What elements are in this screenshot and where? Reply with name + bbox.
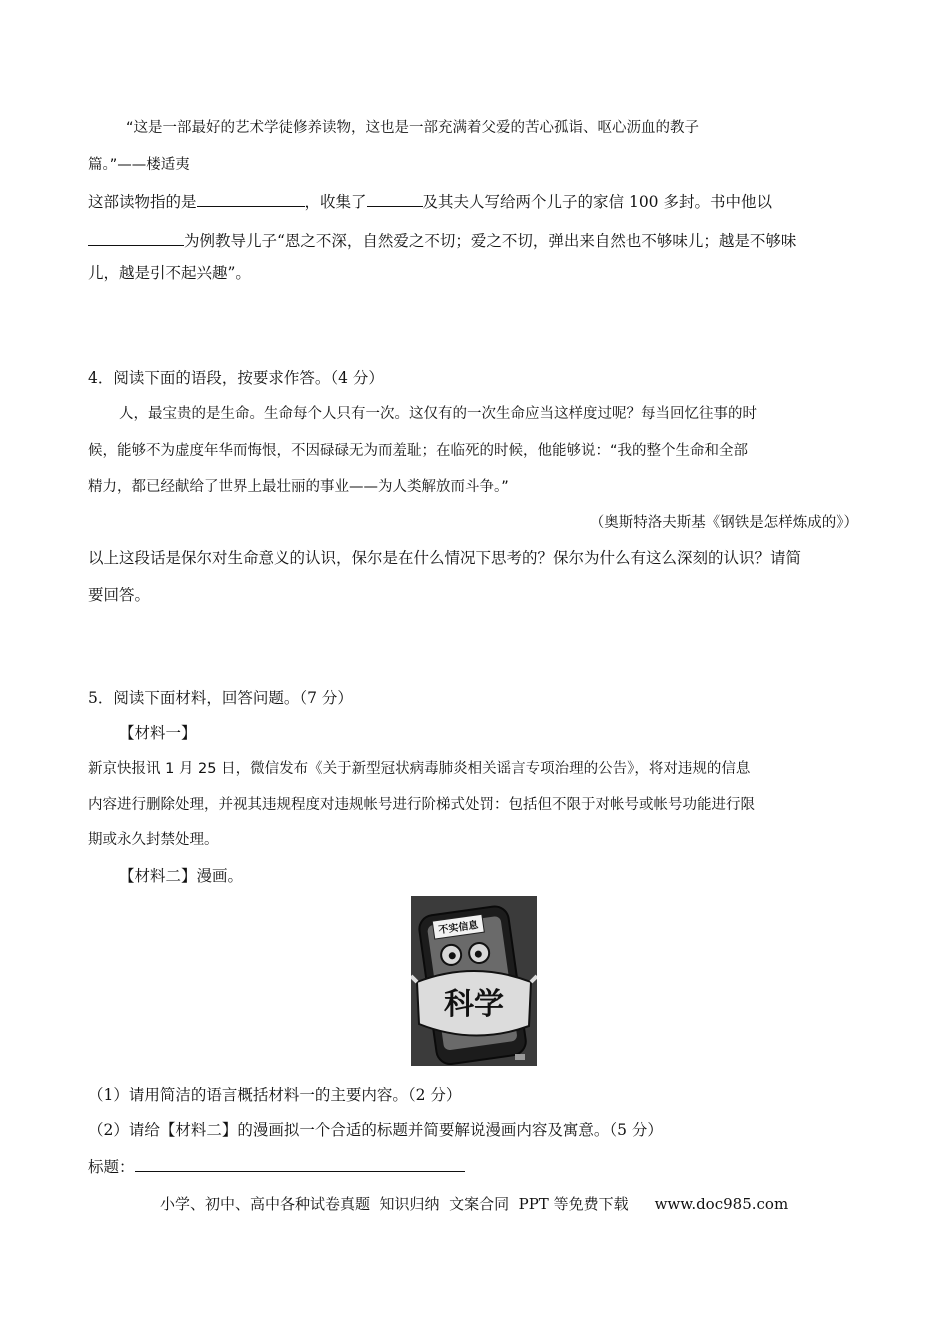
quote-line-2: 篇。”——楼适夷 [88,157,190,173]
q3-line-3 [88,190,772,212]
cartoon-image [411,896,537,1066]
q3-text-c: 及其夫人写给两个儿子的家信 100 多封。书中他以 [422,193,772,211]
q3-text-a: 这部读物指的是 [88,193,197,211]
q3-line-4 [88,229,796,251]
q3-line-5: 儿，越是引不起兴趣”。 [88,264,251,282]
title-answer-row [88,1155,465,1177]
q3-text-b: ，收集了 [304,193,367,211]
q4-para-line-1: 人，最宝贵的是生命。生命每个人只有一次。这仅有的一次生命应当这样度过呢？每当回忆往事的时 [119,406,757,422]
answer-blank-example[interactable] [88,229,184,246]
quote-line-1: “这是一部最好的艺术学徒修养读物，这也是一部充满着父爱的苦心孤诣、呕心沥血的教子 [126,120,700,136]
cartoon-tag-text: 不实信息 [437,919,480,937]
material-2-label: 【材料二】漫画。 [119,867,244,885]
footer-left-text: 小学、初中、高中各种试卷真题 知识归纳 文案合同 PPT 等免费下载 [160,1195,629,1213]
answer-blank-book[interactable] [197,190,305,207]
q4-question-line-2: 要回答。 [88,586,151,604]
sub-question-1: （1）请用简洁的语言概括材料一的主要内容。（2 分） [88,1086,462,1104]
sub-question-2: （2）请给【材料二】的漫画拟一个合适的标题并简要解说漫画内容及寓意。（5 分） [88,1121,663,1139]
title-answer-blank[interactable] [135,1155,465,1172]
material-1-line-2: 内容进行删除处理，并视其违规程度对违规帐号进行阶梯式处罚：包括但不限于对帐号或帐号功能进行限 [88,797,755,813]
material-1-line-3: 期或永久封禁处理。 [88,832,219,848]
footer-site-link[interactable]: www.doc985.com [654,1195,789,1213]
material-1-line-1: 新京快报讯 1 月 25 日，微信发布《关于新型冠状病毒肺炎相关谣言专项治理的公告》，将对违规的信息 [88,761,751,777]
q4-para-line-2: 候，能够不为虚度年华而悔恨，不因碌碌无为而羞耻；在临死的时候，他能够说：“我的整个生命和全部 [88,443,749,459]
q4-title: 4．阅读下面的语段，按要求作答。（4 分） [88,369,384,387]
q4-para-line-3: 精力，都已经献给了世界上最壮丽的事业——为人类解放而斗争。” [88,479,509,495]
footer [160,1193,788,1214]
q4-source: （奥斯特洛夫斯基《钢铁是怎样炼成的》） [589,515,858,531]
q4-question-line-1: 以上这段话是保尔对生命意义的认识，保尔是在什么情况下思考的？保尔为什么有这么深刻的认识？请简 [88,549,802,567]
q3-text-d: 为例教导儿子“恩之不深，自然爱之不切；爱之不切，弹出来自然也不够味儿；越是不够味 [184,232,797,250]
material-1-label: 【材料一】 [119,724,197,742]
title-prompt: 标题： [88,1158,135,1176]
answer-blank-author[interactable] [367,190,423,207]
q5-title: 5．阅读下面材料，回答问题。（7 分） [88,689,353,707]
cartoon-mask-text: 科学 [444,987,504,1022]
